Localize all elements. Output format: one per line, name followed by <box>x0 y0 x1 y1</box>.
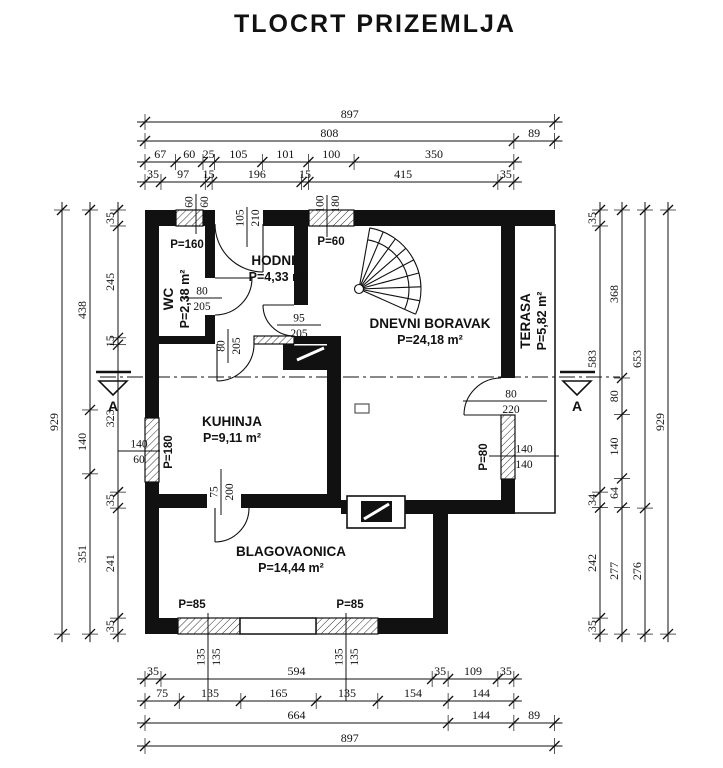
dimension-value: 929 <box>47 413 61 432</box>
wall-pier <box>240 618 316 634</box>
floor-marker <box>355 404 369 413</box>
window <box>254 336 294 344</box>
fraction-bottom: 135 <box>349 648 361 666</box>
stair-newel <box>355 285 364 294</box>
dimension-value: 242 <box>585 553 599 572</box>
dimension-row <box>630 202 653 642</box>
page-title: TLOCRT PRIZEMLJA <box>234 10 516 38</box>
fraction-top: 95 <box>293 312 305 325</box>
dimension-value: 89 <box>528 126 541 140</box>
window <box>178 618 240 634</box>
fraction-top: 140 <box>130 438 148 451</box>
wall <box>145 618 178 634</box>
dimension-row <box>137 126 562 149</box>
dimension-value: 35 <box>103 494 117 507</box>
dimension-lines <box>47 107 676 754</box>
dimension-value: 89 <box>528 708 541 722</box>
room-label <box>202 414 262 445</box>
fraction-bottom: 60 <box>199 196 211 208</box>
fraction-top: 80 <box>215 340 228 352</box>
dimension-value: 105 <box>229 147 248 161</box>
fraction-top: 75 <box>208 486 221 498</box>
fraction-top: 135 <box>195 648 208 666</box>
dimension-value: 277 <box>607 561 621 580</box>
opening-fraction <box>463 389 547 417</box>
room-area: P=5,82 m² <box>535 291 549 351</box>
fraction-bottom: 220 <box>502 404 520 416</box>
dimension-value: 97 <box>177 167 190 181</box>
dimension-row <box>137 167 522 190</box>
dimension-row <box>137 107 562 130</box>
dimension-value: 323 <box>103 409 117 428</box>
room-area: P=14,44 m² <box>258 561 324 575</box>
dimension-value: 109 <box>463 664 482 678</box>
fireplace <box>347 496 405 528</box>
opening-fraction <box>235 207 263 247</box>
fraction-top: 80 <box>505 388 517 401</box>
room-label <box>518 292 549 351</box>
dimension-row <box>137 708 562 731</box>
dimension-value: 438 <box>75 300 89 319</box>
fraction-bottom: 205 <box>231 337 243 355</box>
wall <box>159 494 207 508</box>
wall <box>205 224 215 278</box>
opening-label: P=180 <box>163 435 175 469</box>
dimension-value: 101 <box>276 147 295 161</box>
dimension-value: 241 <box>103 554 117 573</box>
wall <box>283 362 327 370</box>
dimension-row <box>137 686 522 709</box>
room-area: P=24,18 m² <box>397 333 463 347</box>
room-area: P=2,38 m² <box>178 269 192 329</box>
opening-fraction <box>209 469 237 515</box>
wall <box>354 210 555 226</box>
dimension-value: 165 <box>269 686 288 700</box>
room-name: BLAGOVAONICA <box>236 544 346 559</box>
dimension-value: 594 <box>287 664 306 678</box>
opening-fraction <box>216 329 244 363</box>
dimension-value: 276 <box>630 562 644 581</box>
wall <box>241 494 341 508</box>
dimension-row <box>607 202 630 642</box>
dimension-value: 80 <box>607 390 621 403</box>
wall <box>145 210 159 418</box>
hall-living-door <box>263 305 294 336</box>
dimension-value: 60 <box>183 147 196 161</box>
dimension-value: 144 <box>471 686 490 700</box>
wall <box>203 210 215 226</box>
fraction-top: 140 <box>515 443 533 456</box>
room-label <box>369 316 490 347</box>
dimension-value: 144 <box>471 708 490 722</box>
section-letter: A <box>571 398 583 414</box>
fraction-bottom: 180 <box>330 195 342 213</box>
dimension-value: 64 <box>607 487 621 500</box>
dimension-value: 34 <box>585 493 599 506</box>
dimension-value: 350 <box>424 147 443 161</box>
fraction-top: 135 <box>333 648 346 666</box>
wall <box>145 482 159 634</box>
opening-label: P=160 <box>170 239 204 251</box>
fraction-top: 105 <box>234 209 247 227</box>
dimension-value: 25 <box>202 147 215 161</box>
dimension-value: 653 <box>630 350 644 369</box>
room-name: HODNIK <box>251 253 305 268</box>
dimension-value: 929 <box>653 413 667 432</box>
fraction-bottom: 205 <box>290 328 308 340</box>
opening-label: P=60 <box>317 236 345 248</box>
opening-label: P=85 <box>178 599 206 611</box>
dimension-value: 100 <box>322 147 341 161</box>
wc-door <box>215 278 252 315</box>
kitchen-dining-door <box>215 508 249 542</box>
dimension-value: 15 <box>103 335 117 348</box>
room-area: P=9,11 m² <box>202 431 262 445</box>
opening-label: P=85 <box>336 599 364 611</box>
fraction-bottom: 210 <box>250 209 262 227</box>
dimension-value: 67 <box>154 147 167 161</box>
dimension-value: 140 <box>607 437 621 456</box>
dimension-value: 35 <box>499 664 512 678</box>
room-name: TERASA <box>518 293 533 349</box>
dimension-value: 897 <box>340 731 359 745</box>
opening-fraction <box>489 444 559 472</box>
fraction-top: 60 <box>183 196 196 208</box>
dimension-value: 35 <box>585 620 599 633</box>
room-area: P=4,33 m² <box>248 270 308 284</box>
dimension-row <box>137 731 562 754</box>
dimension-value: 140 <box>75 432 89 451</box>
dimension-value: 35 <box>103 211 117 224</box>
dimension-row <box>103 202 126 642</box>
section-letter: A <box>107 398 119 414</box>
room-name: KUHINJA <box>201 414 263 429</box>
dimension-value: 35 <box>585 211 599 224</box>
wall <box>159 336 215 344</box>
section-marker-right <box>560 372 595 414</box>
fraction-top: 80 <box>196 285 208 298</box>
dimension-value: 351 <box>75 544 89 563</box>
wall <box>501 224 515 378</box>
window <box>501 415 515 479</box>
dimension-value: 35 <box>146 167 159 181</box>
dimension-value: 664 <box>287 708 306 722</box>
dimension-value: 35 <box>103 620 117 633</box>
dimension-value: 15 <box>299 167 312 181</box>
wall <box>327 344 341 494</box>
window <box>316 618 378 634</box>
fraction-top: 100 <box>314 195 327 213</box>
dimension-value: 135 <box>338 686 357 700</box>
fraction-bottom: 205 <box>193 301 211 313</box>
fraction-bottom: 200 <box>224 483 236 501</box>
dimension-value: 35 <box>499 167 512 181</box>
dimension-value: 897 <box>340 107 359 121</box>
dimension-row <box>75 202 98 642</box>
room-label <box>236 544 346 575</box>
dimension-row <box>137 147 522 170</box>
dimension-value: 196 <box>247 167 266 181</box>
dimension-value: 368 <box>607 284 621 303</box>
terrace-door <box>464 378 501 415</box>
kitchen-flue <box>294 346 327 362</box>
dimension-row <box>137 664 522 687</box>
dimension-value: 154 <box>403 686 422 700</box>
room-name: WC <box>161 287 176 311</box>
dimension-row <box>47 202 70 642</box>
window <box>176 210 203 226</box>
dimension-value: 75 <box>156 686 169 700</box>
dimension-row <box>585 202 608 642</box>
dimension-value: 135 <box>201 686 220 700</box>
dimension-value: 245 <box>103 272 117 291</box>
fraction-bottom: 135 <box>211 648 223 666</box>
fraction-bottom: 140 <box>515 459 533 471</box>
fraction-bottom: 60 <box>133 454 145 466</box>
dimension-value: 35 <box>434 664 447 678</box>
dimension-value: 415 <box>394 167 413 181</box>
dimension-value: 583 <box>585 350 599 369</box>
room-label <box>161 270 192 329</box>
room-name: DNEVNI BORAVAK <box>369 316 491 331</box>
opening-label: P=80 <box>478 443 490 471</box>
dimension-value: 808 <box>320 126 339 140</box>
wall <box>433 500 448 634</box>
winder-stair <box>355 228 422 314</box>
section-marker-left <box>96 372 131 414</box>
dimension-value: 15 <box>202 167 215 181</box>
dimension-value: 35 <box>146 664 159 678</box>
wall <box>263 210 309 226</box>
dimension-row <box>653 202 676 642</box>
wall <box>501 479 515 514</box>
